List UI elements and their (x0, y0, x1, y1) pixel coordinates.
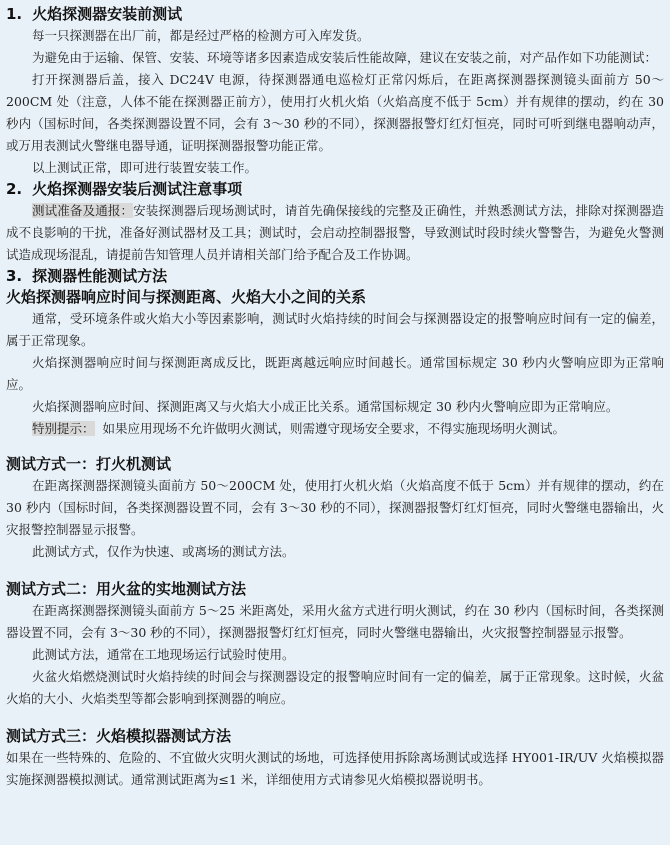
section-3-paragraph: 通常，受环境条件或火焰大小等因素影响，测试时火焰持续的时间会与探测器设定的报警响应时间有一定的偏差，属于正常现象。 (6, 311, 664, 348)
tip-text: 如果应用现场不允许做明火测试，则需遵守现场安全要求，不得实施现场明火测试。 (102, 421, 566, 436)
section-2-paragraph (6, 200, 664, 266)
method-3-paragraph: 如果在一些特殊的、危险的、不宜做火灾明火测试的场地，可选择使用拆除离场测试或选择 HY001-IR/UV 火焰模拟器实施探测器模拟测试。通常测试距离为≤1 米，详细使用方式请参见火焰模拟器说明书。 (6, 750, 664, 787)
section-3-paragraph: 火焰探测器响应时间与探测距离成反比，既距离越远响应时间越长。通常国标规定 30 秒内火警响应即为正常响应。 (6, 355, 664, 392)
method-1-paragraph: 此测试方式，仅作为快速、或离场的测试方法。 (32, 544, 295, 559)
section-2-body: 安装探测器后现场测试时，请首先确保接线的完整及正确性，并熟悉测试方法，排除对探测器造成不良影响的干扰，准备好测试器材及工具；测试时，会启动控制器报警，导致测试时段时续火警警告，为避免火警测试造成现场混乱，请提前告知管理人员并请相关部门给予配合及工作协调。 (6, 203, 664, 262)
method-3-title: 测试方式三：火焰模拟器测试方法 (6, 727, 232, 745)
section-3-title: 探测器性能测试方法 (32, 267, 168, 285)
section-3-number: 3. (6, 267, 23, 285)
special-tip (6, 418, 664, 440)
section-2-title: 火焰探测器安装后测试注意事项 (32, 180, 243, 198)
section-3-subtitle: 火焰探测器响应时间与探测距离、火焰大小之间的关系 (6, 288, 367, 306)
section-2-number: 2. (6, 180, 23, 198)
section-1-heading (6, 4, 664, 25)
method-2-paragraph: 火盆火焰燃烧测试时火焰持续的时间会与探测器设定的报警响应时间有一定的偏差，属于正常现象。这时候，火盆火焰的大小、火焰类型等都会影响到探测器的响应。 (6, 669, 664, 706)
spacer (6, 440, 664, 454)
section-1-paragraph: 为避免由于运输、保管、安装、环境等诸多因素造成安装后性能故障，建议在安装之前，对产品作如下功能测试： (32, 50, 658, 65)
highlight-label: 测试准备及通报： (32, 203, 134, 218)
section-1-paragraph: 以上测试正常，即可进行装置安装工作。 (32, 160, 258, 175)
method-2-paragraph: 此测试方法，通常在工地现场运行试验时使用。 (32, 647, 295, 662)
spacer (6, 710, 664, 726)
section-2-heading (6, 179, 664, 200)
method-2-paragraph: 在距离探测器探测镜头面前方 5～25 米距离处，采用火盆方式进行明火测试，约在 30 秒内（国标时间，各类探测器设置不同，会有 3～30 秒的不同），探测器报警灯红灯恒亮，同时火警继电器输出，火灾报警控制器显示报警。 (6, 603, 664, 640)
method-1-paragraph: 在距离探测器探测镜头面前方 50～200CM 处，使用打火机火焰（火焰高度不低于 5cm）并有规律的摆动，约在 30 秒内（国标时间，各类探测器设置不同，会有 3～30 秒的不同），探测器报警灯红灯恒亮，同时火警继电器输出，火灾报警控制器显示报警。 (6, 478, 664, 537)
section-1-paragraph: 打开探测器后盖，接入 DC24V 电源，待探测器通电巡检灯正常闪烁后，在距离探测器探测镜头面前方 50～200CM 处（注意，人体不能在探测器正前方），使用打火机火焰（火焰高度不低于 5cm）并有规律的摆动，约在 30 秒内（国标时间，各类探测器设置不同，会有 3～30 秒的不同），探测器报警灯红灯恒亮，同时可听到继电器响动声，或万用表测试火警继电器导通，证明探测器报警功能正常。 (6, 72, 664, 153)
section-1-title: 火焰探测器安装前测试 (32, 5, 183, 23)
method-2-title: 测试方式二：用火盆的实地测试方法 (6, 580, 247, 598)
spacer (6, 563, 664, 579)
method-1-title: 测试方式一：打火机测试 (6, 455, 172, 473)
section-1-number: 1. (6, 5, 23, 23)
tip-label: 特别提示： (32, 421, 95, 436)
section-1-paragraph: 每一只探测器在出厂前，都是经过严格的检测方可入库发货。 (32, 28, 370, 43)
section-3-paragraph: 火焰探测器响应时间、探测距离又与火焰大小成正比关系。通常国标规定 30 秒内火警响应即为正常响应。 (32, 399, 619, 414)
section-3-heading (6, 266, 664, 287)
